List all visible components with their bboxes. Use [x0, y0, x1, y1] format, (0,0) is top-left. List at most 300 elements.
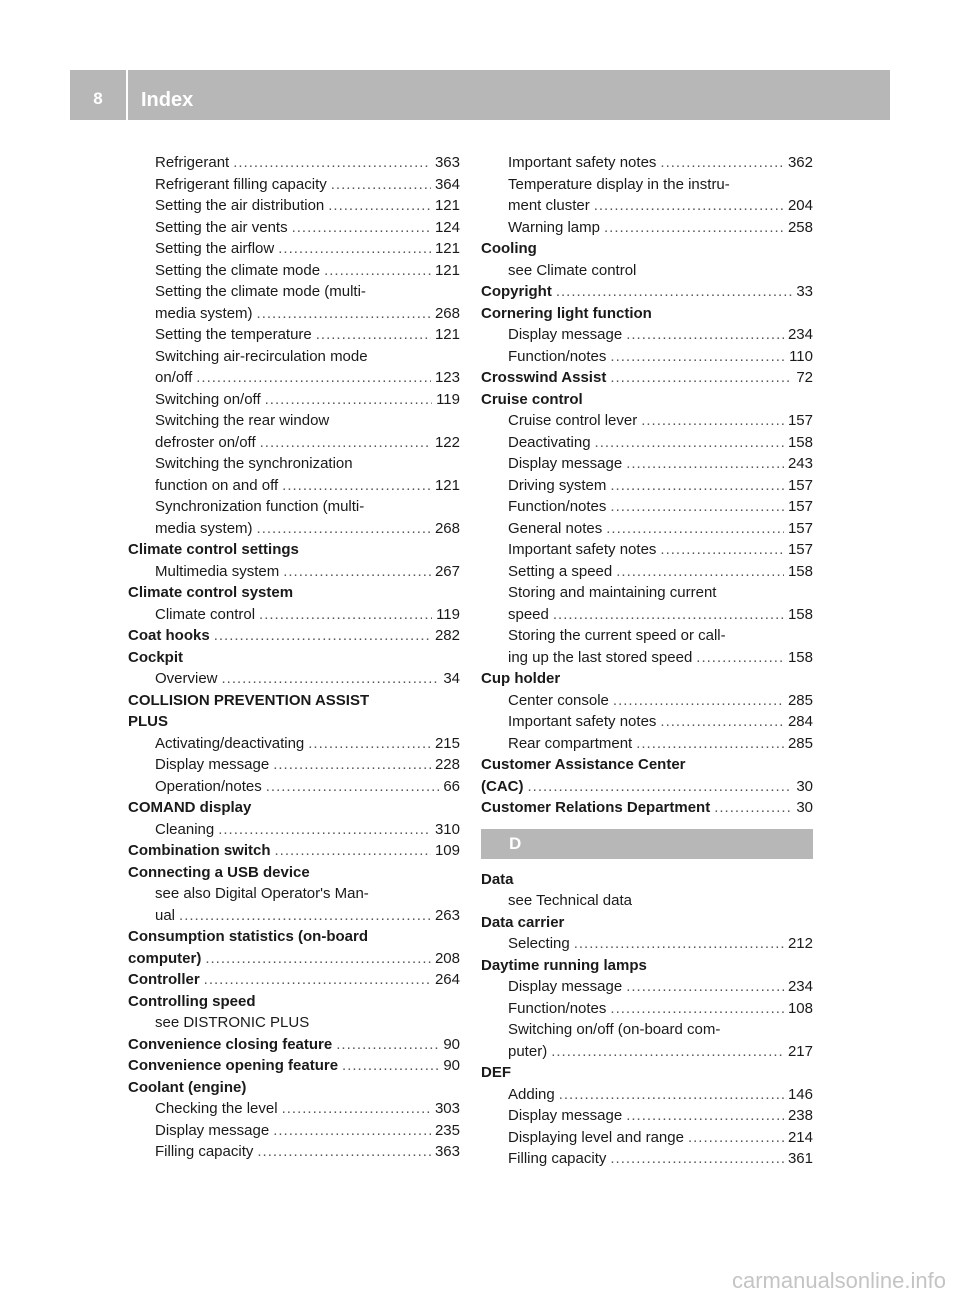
leader-dots — [610, 496, 784, 518]
page-reference[interactable]: 303 — [434, 1100, 460, 1117]
page-reference[interactable]: 214 — [787, 1128, 813, 1146]
index-entry — [128, 711, 460, 733]
entry-label: Switching air-recirculation mode — [155, 347, 368, 365]
index-entry — [481, 869, 813, 891]
index-entry — [128, 926, 460, 948]
page-reference[interactable]: 362 — [787, 154, 813, 171]
entry-label: Activating/deactivating — [155, 734, 305, 752]
entry-label: Setting the climate mode — [155, 261, 321, 279]
leader-dots — [257, 1141, 431, 1163]
index-subentry[interactable] — [481, 453, 813, 475]
entry-label: Climate control system — [128, 584, 294, 601]
entry-label: Warning lamp — [508, 218, 600, 236]
page-reference[interactable]: 110 — [789, 347, 813, 365]
index-entry[interactable] — [128, 1034, 460, 1056]
section-heading: D — [481, 829, 813, 859]
page-reference[interactable]: 234 — [787, 978, 813, 995]
entry-label: Climate control settings — [128, 541, 299, 558]
leader-dots — [553, 604, 784, 626]
index-entry — [128, 690, 460, 712]
entry-label: defroster on/off — [155, 433, 256, 451]
leader-dots — [594, 195, 784, 217]
index-subentry[interactable] — [128, 174, 460, 196]
index-entry[interactable] — [481, 776, 813, 798]
page-reference[interactable]: 282 — [434, 627, 460, 644]
leader-dots — [196, 367, 431, 389]
page-reference[interactable]: 310 — [434, 820, 460, 838]
page-reference[interactable]: 228 — [434, 756, 460, 773]
index-entry — [128, 582, 460, 604]
entry-label: Controller — [128, 971, 200, 988]
leader-dots — [282, 1098, 431, 1120]
index-subentry[interactable] — [481, 217, 813, 239]
leader-dots — [265, 389, 432, 411]
index-subentry — [128, 410, 460, 432]
leader-dots — [551, 1041, 784, 1063]
index-subentry[interactable] — [128, 561, 460, 583]
entry-label: Switching on/off — [155, 390, 261, 408]
leader-dots — [260, 432, 431, 454]
entry-label: (CAC) — [481, 777, 524, 795]
entry-label: Adding — [508, 1085, 555, 1103]
entry-label: Display message — [155, 1121, 270, 1139]
entry-label: COMAND display — [128, 799, 252, 816]
page-reference[interactable]: 263 — [434, 906, 460, 924]
leader-dots — [205, 948, 431, 970]
index-subentry[interactable] — [128, 367, 460, 389]
page-reference[interactable]: 158 — [787, 605, 813, 623]
entry-label: Customer Assistance Center — [481, 756, 686, 773]
page-reference[interactable]: 267 — [434, 562, 460, 580]
leader-dots — [660, 539, 784, 561]
entry-label: Refrigerant — [155, 154, 230, 171]
leader-dots — [331, 174, 431, 196]
page-reference[interactable]: 30 — [796, 777, 813, 795]
page-reference[interactable]: 285 — [787, 734, 813, 752]
page-reference[interactable]: 361 — [787, 1150, 813, 1167]
entry-label: ment cluster — [508, 197, 590, 214]
index-entry — [481, 303, 813, 325]
entry-label: Switching on/off (on-board com- — [508, 1021, 721, 1038]
index-subentry[interactable] — [128, 604, 460, 626]
entry-label: Connecting a USB device — [128, 863, 310, 881]
leader-dots — [616, 561, 784, 583]
entry-label: Setting the air vents — [155, 218, 288, 236]
index-subentry[interactable] — [481, 539, 813, 561]
leader-dots — [342, 1055, 439, 1077]
entry-label: Overview — [155, 670, 218, 687]
page-reference[interactable]: 158 — [787, 562, 813, 580]
leader-dots — [626, 1105, 784, 1127]
entry-label: Display message — [508, 455, 623, 472]
page-reference[interactable]: 90 — [443, 1057, 460, 1074]
leader-dots — [257, 518, 431, 540]
index-subentry[interactable] — [481, 432, 813, 454]
leader-dots — [556, 281, 792, 303]
leader-dots — [610, 367, 792, 389]
index-subentry[interactable] — [128, 1098, 460, 1120]
page-reference[interactable]: 33 — [796, 283, 813, 300]
index-subentry[interactable] — [128, 389, 460, 411]
index-entry — [128, 862, 460, 884]
index-subentry[interactable] — [481, 195, 813, 217]
entry-label: Refrigerant filling capacity — [155, 175, 327, 193]
entry-label: Storing the current speed or call- — [508, 627, 726, 644]
page-reference[interactable]: 158 — [787, 433, 813, 451]
index-entry — [481, 1062, 813, 1084]
entry-label: Cup holder — [481, 670, 561, 687]
page-reference[interactable]: 108 — [787, 999, 813, 1017]
entry-label: see Technical data — [508, 892, 632, 909]
entry-label: Multimedia system — [155, 562, 280, 580]
index-subentry — [481, 625, 813, 647]
index-entry — [481, 912, 813, 934]
page-reference[interactable]: 268 — [434, 304, 460, 322]
index-subentry[interactable] — [481, 496, 813, 518]
leader-dots — [660, 152, 784, 174]
entry-label: Crosswind Assist — [481, 369, 607, 386]
page-reference[interactable]: 119 — [436, 390, 460, 408]
index-subentry[interactable] — [481, 733, 813, 755]
entry-label: speed — [508, 605, 549, 623]
entry-label: see also Digital Operator's Man- — [155, 885, 369, 902]
page-reference[interactable]: 121 — [434, 326, 460, 343]
index-subentry[interactable] — [128, 152, 460, 174]
index-subentry — [481, 174, 813, 196]
index-entry — [481, 955, 813, 977]
page-reference[interactable]: 124 — [434, 218, 460, 236]
entry-label: Consumption statistics (on-board — [128, 928, 368, 945]
page-reference[interactable]: 30 — [796, 799, 813, 816]
page-reference[interactable]: 285 — [787, 691, 813, 709]
entry-label: Important safety notes — [508, 154, 657, 171]
index-entry — [481, 238, 813, 260]
index-subentry[interactable] — [481, 346, 813, 368]
page-reference[interactable]: 157 — [787, 498, 813, 515]
page-reference[interactable]: 238 — [787, 1107, 813, 1124]
leader-dots — [696, 647, 784, 669]
entry-label: Display message — [508, 1107, 623, 1124]
index-subentry[interactable] — [481, 604, 813, 626]
index-subentry[interactable] — [128, 432, 460, 454]
page-reference[interactable]: 157 — [787, 476, 813, 494]
entry-label: Storing and maintaining current — [508, 584, 717, 601]
index-subentry — [128, 1012, 460, 1034]
index-entry — [128, 991, 460, 1013]
entry-label: see DISTRONIC PLUS — [155, 1014, 310, 1031]
entry-label: Important safety notes — [508, 713, 657, 730]
entry-label: Temperature display in the instru- — [508, 175, 730, 193]
leader-dots — [218, 819, 431, 841]
index-entry[interactable] — [128, 969, 460, 991]
entry-label: see Climate control — [508, 261, 637, 279]
index-entry[interactable] — [481, 367, 813, 389]
index-subentry — [128, 453, 460, 475]
page-reference[interactable]: 217 — [787, 1042, 813, 1060]
index-subentry[interactable] — [481, 1148, 813, 1170]
entry-label: Cruise control lever — [508, 412, 638, 429]
entry-label: Cockpit — [128, 648, 184, 666]
entry-label: Cruise control — [481, 390, 583, 408]
index-subentry[interactable] — [128, 195, 460, 217]
index-subentry[interactable] — [481, 1105, 813, 1127]
index-subentry[interactable] — [128, 1120, 460, 1142]
index-subentry[interactable] — [128, 819, 460, 841]
entry-label: Daytime running lamps — [481, 956, 647, 974]
header-divider — [126, 70, 128, 120]
index-column-left — [128, 152, 460, 1163]
index-subentry — [481, 582, 813, 604]
page-reference[interactable]: 119 — [436, 605, 460, 623]
index-entry — [128, 539, 460, 561]
entry-label: Convenience opening feature — [128, 1057, 339, 1074]
leader-dots — [179, 905, 431, 927]
index-entry — [481, 389, 813, 411]
index-subentry — [481, 1019, 813, 1041]
leader-dots — [324, 260, 431, 282]
page-title: Index — [141, 89, 194, 111]
entry-label: ing up the last stored speed — [508, 648, 693, 666]
index-entry — [481, 754, 813, 776]
index-entry — [128, 1077, 460, 1099]
leader-dots — [636, 733, 784, 755]
page-reference[interactable]: 122 — [434, 433, 460, 451]
index-column-right — [481, 152, 813, 1170]
page-reference[interactable]: 121 — [434, 476, 460, 494]
entry-label: Setting the temperature — [155, 326, 312, 343]
index-subentry[interactable] — [128, 1141, 460, 1163]
entry-label: Function/notes — [508, 347, 607, 365]
index-subentry[interactable] — [481, 1127, 813, 1149]
page-reference[interactable]: 234 — [787, 326, 813, 343]
entry-label: Customer Relations Department — [481, 799, 711, 816]
leader-dots — [336, 1034, 439, 1056]
index-entry[interactable] — [128, 625, 460, 647]
index-subentry[interactable] — [128, 324, 460, 346]
page-reference[interactable]: 157 — [787, 519, 813, 537]
page-reference[interactable]: 258 — [787, 218, 813, 236]
page-reference[interactable]: 158 — [787, 648, 813, 666]
index-subentry — [128, 281, 460, 303]
index-entry[interactable] — [128, 840, 460, 862]
leader-dots — [282, 475, 431, 497]
index-subentry[interactable] — [481, 518, 813, 540]
page-reference[interactable]: 72 — [796, 369, 813, 386]
index-subentry — [128, 883, 460, 905]
page-reference[interactable]: 123 — [434, 369, 460, 386]
page-reference[interactable]: 208 — [434, 949, 460, 967]
leader-dots — [266, 776, 440, 798]
leader-dots — [606, 518, 784, 540]
entry-label: DEF — [481, 1064, 511, 1081]
entry-label: Cooling — [481, 240, 537, 257]
page-reference[interactable]: 66 — [443, 777, 460, 795]
leader-dots — [328, 195, 431, 217]
page-reference[interactable]: 157 — [787, 412, 813, 429]
index-subentry[interactable] — [481, 410, 813, 432]
index-subentry[interactable] — [481, 711, 813, 733]
index-subentry[interactable] — [481, 1041, 813, 1063]
index-subentry[interactable] — [481, 690, 813, 712]
entry-label: Setting the air distribution — [155, 197, 325, 214]
entry-label: Deactivating — [508, 433, 591, 451]
entry-label: Function/notes — [508, 498, 607, 515]
leader-dots — [626, 976, 784, 998]
index-entry[interactable] — [128, 1055, 460, 1077]
index-subentry[interactable] — [128, 733, 460, 755]
entry-label: media system) — [155, 304, 253, 322]
leader-dots — [559, 1084, 784, 1106]
index-subentry[interactable] — [481, 561, 813, 583]
index-subentry[interactable] — [481, 933, 813, 955]
index-subentry[interactable] — [481, 976, 813, 998]
index-entry — [128, 647, 460, 669]
page-reference[interactable]: 363 — [434, 154, 460, 171]
page-reference[interactable]: 363 — [434, 1143, 460, 1160]
page-reference[interactable]: 268 — [434, 519, 460, 537]
entry-label: Important safety notes — [508, 541, 657, 558]
leader-dots — [275, 840, 431, 862]
index-subentry[interactable] — [481, 475, 813, 497]
index-subentry[interactable] — [128, 260, 460, 282]
entry-label: Setting a speed — [508, 562, 613, 580]
page-reference[interactable]: 109 — [434, 842, 460, 859]
entry-label: Filling capacity — [155, 1143, 254, 1160]
index-entry — [481, 668, 813, 690]
entry-label: Filling capacity — [508, 1150, 607, 1167]
index-subentry[interactable] — [128, 668, 460, 690]
index-subentry[interactable] — [481, 1084, 813, 1106]
leader-dots — [610, 1148, 784, 1170]
page-reference[interactable]: 90 — [443, 1035, 460, 1053]
index-subentry — [481, 260, 813, 282]
entry-label: on/off — [155, 369, 193, 386]
entry-label: Controlling speed — [128, 992, 256, 1010]
page-reference[interactable]: 364 — [434, 175, 460, 193]
page-reference[interactable]: 204 — [787, 197, 813, 214]
index-subentry[interactable] — [481, 152, 813, 174]
page-reference[interactable]: 121 — [434, 240, 460, 257]
leader-dots — [308, 733, 431, 755]
index-entry — [128, 797, 460, 819]
entry-label: Operation/notes — [155, 777, 262, 795]
page-number: 8 — [93, 89, 103, 108]
page-reference[interactable]: 215 — [434, 734, 460, 752]
page-reference[interactable]: 243 — [787, 455, 813, 472]
leader-dots — [660, 711, 784, 733]
leader-dots — [273, 1120, 431, 1142]
entry-label: Driving system — [508, 476, 607, 494]
index-subentry[interactable] — [128, 754, 460, 776]
entry-label: Switching the rear window — [155, 412, 330, 429]
entry-label: Combination switch — [128, 842, 271, 859]
entry-label: Selecting — [508, 935, 570, 952]
index-subentry — [481, 890, 813, 912]
leader-dots — [259, 604, 432, 626]
leader-dots — [233, 152, 431, 174]
entry-label: Cornering light function — [481, 304, 652, 322]
entry-label: Setting the climate mode (multi- — [155, 283, 366, 300]
leader-dots — [214, 625, 431, 647]
leader-dots — [613, 690, 784, 712]
page-reference[interactable]: 157 — [787, 541, 813, 558]
leader-dots — [610, 346, 785, 368]
entry-label: Data — [481, 870, 514, 888]
entry-label: Function/notes — [508, 999, 607, 1017]
entry-label: Data carrier — [481, 913, 565, 931]
leader-dots — [604, 217, 784, 239]
leader-dots — [688, 1127, 784, 1149]
index-entry[interactable] — [128, 948, 460, 970]
entry-label: Cleaning — [155, 820, 215, 838]
index-subentry[interactable] — [128, 217, 460, 239]
page-reference[interactable]: 235 — [434, 1121, 460, 1139]
leader-dots — [316, 324, 431, 346]
entry-label: Coat hooks — [128, 627, 210, 644]
index-subentry[interactable] — [481, 324, 813, 346]
leader-dots — [610, 998, 784, 1020]
leader-dots — [204, 969, 431, 991]
page-reference[interactable]: 212 — [787, 935, 813, 952]
index-subentry — [128, 496, 460, 518]
leader-dots — [574, 933, 784, 955]
entry-label: Climate control — [155, 605, 256, 623]
entry-label: media system) — [155, 519, 253, 537]
entry-label: COLLISION PREVENTION ASSIST — [128, 691, 370, 709]
entry-label: Coolant (engine) — [128, 1078, 247, 1096]
index-subentry[interactable] — [128, 776, 460, 798]
leader-dots — [626, 453, 784, 475]
entry-label: Displaying level and range — [508, 1128, 684, 1146]
index-subentry[interactable] — [481, 647, 813, 669]
page-reference[interactable]: 146 — [787, 1085, 813, 1103]
index-subentry[interactable] — [128, 518, 460, 540]
entry-label: Display message — [508, 978, 623, 995]
index-subentry[interactable] — [128, 905, 460, 927]
page-reference[interactable]: 264 — [434, 971, 460, 988]
entry-label: Synchronization function (multi- — [155, 498, 365, 515]
leader-dots — [714, 797, 792, 819]
page-reference[interactable]: 121 — [434, 197, 460, 214]
leader-dots — [222, 668, 440, 690]
entry-label: Center console — [508, 691, 609, 709]
index-subentry[interactable] — [128, 475, 460, 497]
entry-label: PLUS — [128, 713, 169, 730]
entry-label: Display message — [155, 756, 270, 773]
entry-label: Convenience closing feature — [128, 1035, 333, 1053]
index-subentry[interactable] — [481, 998, 813, 1020]
index-entry[interactable] — [481, 797, 813, 819]
leader-dots — [641, 410, 784, 432]
entry-label: Setting the airflow — [155, 240, 275, 257]
page-reference[interactable]: 121 — [434, 261, 460, 279]
entry-label: ual — [155, 906, 176, 924]
page-reference[interactable]: 34 — [443, 670, 460, 687]
index-subentry[interactable] — [128, 238, 460, 260]
page-reference[interactable]: 284 — [787, 713, 813, 730]
index-subentry[interactable] — [128, 303, 460, 325]
entry-label: Display message — [508, 326, 623, 343]
entry-label: Rear compartment — [508, 734, 633, 752]
leader-dots — [278, 238, 431, 260]
leader-dots — [626, 324, 784, 346]
leader-dots — [283, 561, 431, 583]
leader-dots — [292, 217, 431, 239]
leader-dots — [610, 475, 784, 497]
entry-label: computer) — [128, 949, 202, 967]
index-entry[interactable] — [481, 281, 813, 303]
leader-dots — [273, 754, 431, 776]
